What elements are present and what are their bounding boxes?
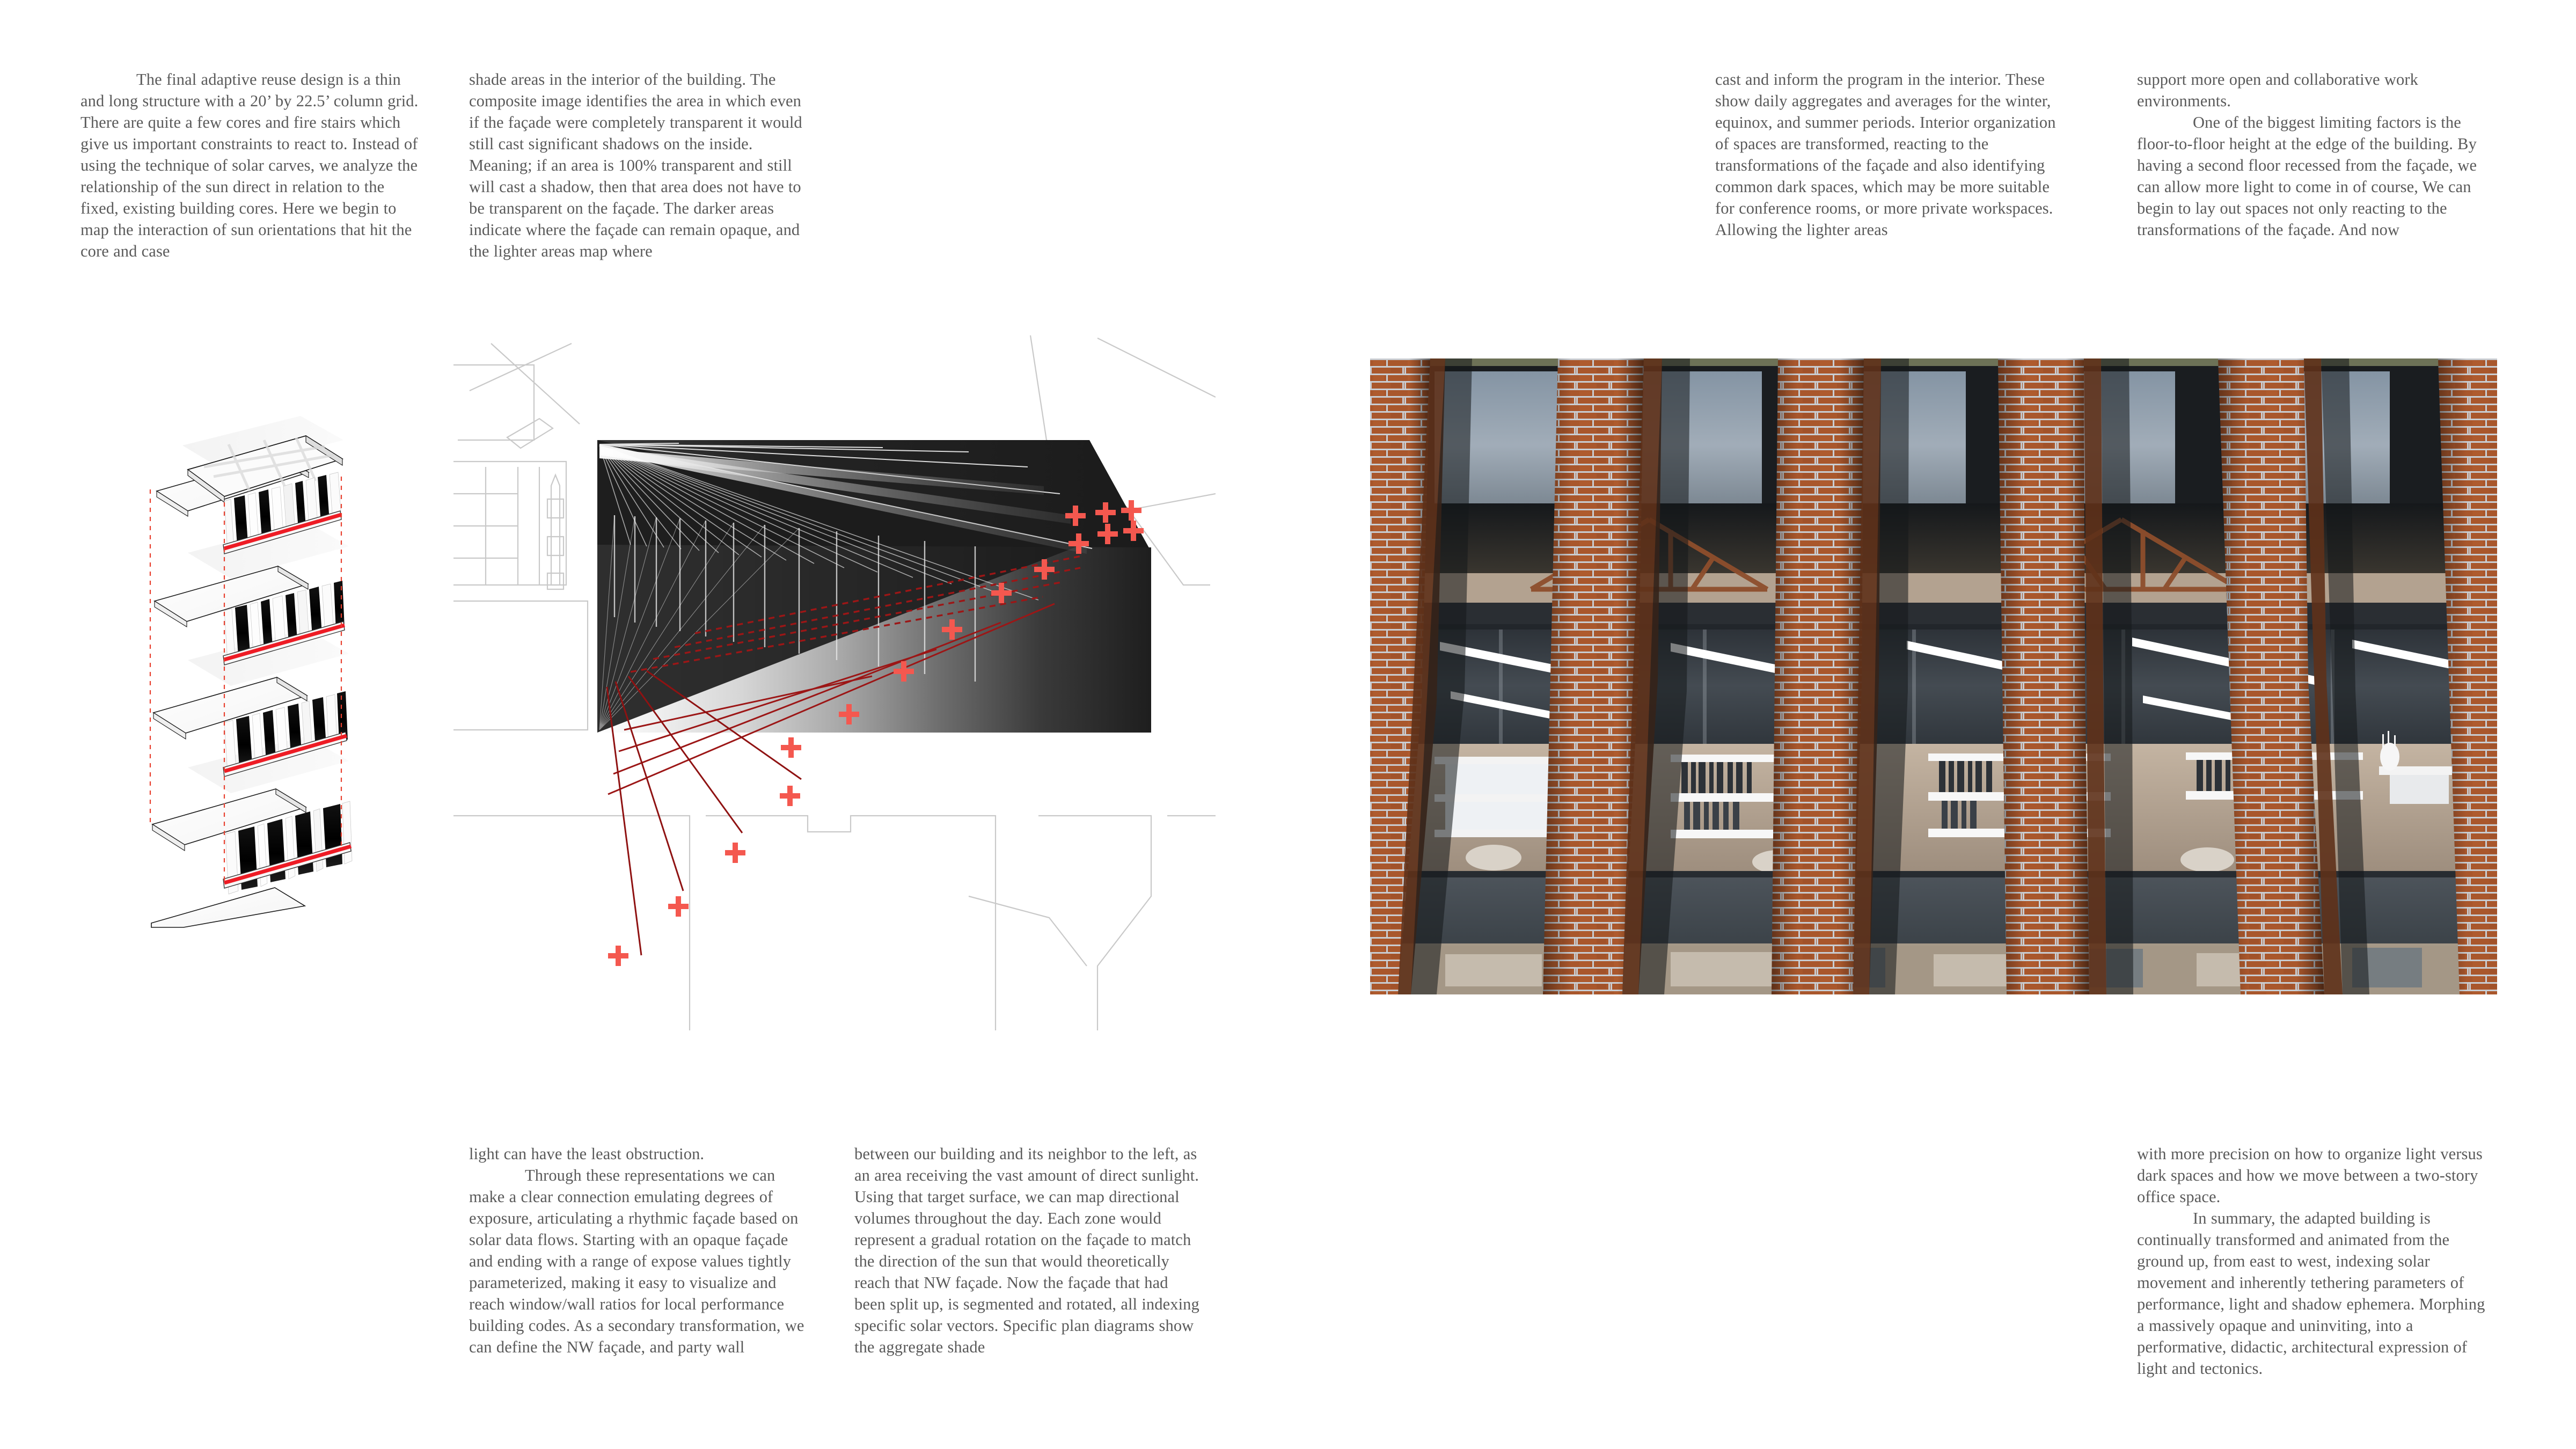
paragraph: support more open and collaborative work environments.: [2137, 70, 2419, 110]
paragraph: One of the biggest limiting factors is the floor-to-floor height at the edge of the building. By having a second floor recessed from the façade, we can allow more light to come in of course, We can begin to lay out spaces not only reacting to the transformations of the façade. And now: [2137, 113, 2477, 239]
text-column-top-right-1: [1715, 69, 2059, 240]
brick-pier: [1998, 358, 2106, 994]
cross-marker: [781, 737, 801, 758]
paragraph: In summary, the adapted building is continually transformed and animated from the ground up, from east to west, indexing solar movement and inherently tethering parameters of performance, light and shadow ephemera. Morphing a massively opaque and uninviting, into a performative, didactic, architectural expression of light and tectonics.: [2137, 1209, 2485, 1378]
text-column-top-left-1: [80, 69, 424, 262]
cross-marker: [780, 786, 800, 806]
cross-marker: [608, 946, 628, 966]
paragraph: cast and inform the program in the interior. These show daily aggregates and averages for the winter, equinox, and summer periods. Interior organization of spaces are transformed, reacting to the transformations of the façade and also identifying common dark spaces, which may be more suitable for conference rooms, or more private workspaces. Allowing the lighter areas: [1715, 70, 2056, 239]
cross-marker: [725, 843, 745, 863]
paragraph: between our building and its neighbor to the left, as an area receiving the vast amount of direct sunlight. Using that target surface, we can map directional volumes throughout the day. Each zone would represent a gradual rotation on the façade to match the direction of the sun that would theoretically reach that NW façade. Now the façade that had been split up, is segmented and rotated, all indexing specific solar vectors. Specific plan diagrams show the aggregate shade: [854, 1145, 1199, 1356]
text-column-bottom-right-1: [2137, 1143, 2491, 1379]
exploded-axonometric-figure: [123, 376, 376, 928]
cross-marker: [668, 896, 689, 917]
solar-shade-site-plan-figure: [453, 333, 1216, 1030]
paragraph: shade areas in the interior of the building. The composite image identifies the area in which even if the façade were completely transparent it would still cast significant shadows on the inside. Meaning; if an area is 100% transparent and still will cast a shadow, then that area does not have to be transparent on the façade. The darker areas indicate where the façade can remain opaque, and the lighter areas map where: [469, 70, 802, 260]
paragraph: The final adaptive reuse design is a thin and long structure with a 20’ by 22.5’ column grid. There are quite a few cores and fire stairs which give us important constraints to react to. Instead of using the technique of solar carves, we analyze the relationship of the sun direct in relation to the fixed, existing building cores. Here we begin to map the interaction of sun orientations that hit the core and case: [80, 70, 419, 260]
text-column-bottom-left-2: [854, 1143, 1203, 1358]
text-column-top-right-2: [2137, 69, 2483, 240]
facade-interior-render-figure: [1370, 358, 2497, 994]
brick-pier: [1772, 358, 1881, 994]
paragraph: Through these representations we can make a clear connection emulating degrees of exposure, articulating a rhythmic façade based on solar data flows. Starting with an opaque façade and ending with a range of expose values tightly parameterized, making it easy to visualize and reach window/wall ratios for local performance building codes. As a secondary transformation, we can define the NW façade, and party wall: [469, 1166, 804, 1356]
paragraph: with more precision on how to organize light versus dark spaces and how we move between a two-story office space.: [2137, 1145, 2483, 1206]
text-column-top-left-2: [469, 69, 813, 262]
text-column-bottom-left-1: [469, 1143, 813, 1358]
paragraph: light can have the least obstruction.: [469, 1145, 705, 1163]
